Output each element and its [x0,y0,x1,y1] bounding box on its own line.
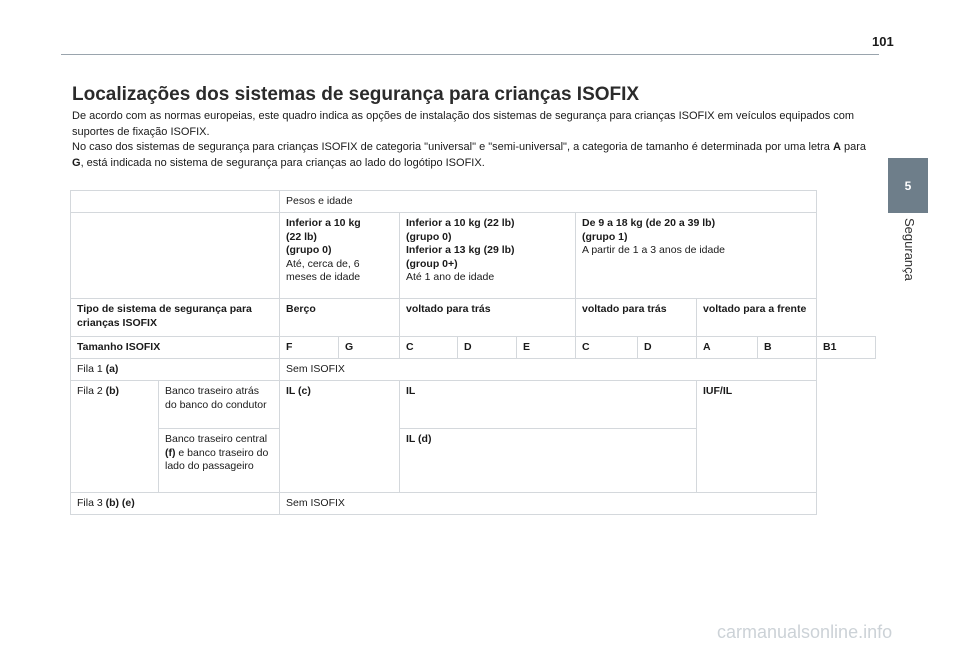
size-cell: B [758,337,817,359]
size-cell: D [458,337,517,359]
size-letter-g: G [72,156,81,169]
group-0plus-line: (grupo 0) [406,230,452,243]
size-cell: F [280,337,339,359]
group-1-line: (grupo 1) [582,230,628,243]
row-label-text: Fila 3 [77,497,106,509]
seat-text: e banco traseiro do lado do passageiro [165,446,269,472]
size-cell: A [697,337,758,359]
group-0-line: (22 lb) [286,230,317,243]
chapter-number: 5 [904,178,912,193]
chapter-label: Segurança [902,218,917,281]
type-cell: voltado para a frente [697,299,817,337]
intro-paragraph-2 [72,140,872,171]
type-cell: voltado para trás [400,299,576,337]
empty-cell [71,213,280,299]
row-2-il-c: IL (c) [280,381,400,493]
group-0plus-line: Inferior a 10 kg (22 lb) [406,217,515,229]
row-2-il: IL [400,381,697,429]
chapter-label-container [903,218,919,308]
weights-header: Pesos e idade [280,191,817,213]
row-label-text: Fila 2 [77,385,106,397]
group-0plus-line: Inferior a 13 kg (29 lb) [406,244,515,256]
group-1-line: A partir de 1 a 3 anos de idade [582,244,726,256]
size-cell: G [339,337,400,359]
group-0-line: meses de idade [286,271,361,283]
seat-text: Banco traseiro central [165,433,268,445]
isofix-table [70,190,876,515]
row-ref: (b) [105,385,120,397]
intro-text-segment: , está indicada no sistema de segurança para crianças ao lado do logótipo ISOFIX. [80,156,485,169]
row-3-label [71,493,280,515]
page-number: 101 [872,34,894,49]
chapter-tab [888,158,928,213]
type-cell: voltado para trás [576,299,697,337]
group-0-line: Inferior a 10 kg [286,217,361,229]
group-0-line: (grupo 0) [286,244,332,256]
row-ref: (b) (e) [105,497,135,509]
size-label: Tamanho ISOFIX [71,337,280,359]
row-3-value: Sem ISOFIX [280,493,817,515]
size-cell: C [400,337,458,359]
row-1-value: Sem ISOFIX [280,359,817,381]
group-1-cell [576,213,817,299]
size-cell: B1 [817,337,876,359]
intro-paragraph-1: De acordo com as normas europeias, este quadro indica as opções de instalação dos sistemas de segurança para crianças ISOFIX em veículos equipados com suportes de fixação ISOFIX. [72,110,855,138]
group-0plus-line: Até 1 ano de idade [406,271,495,283]
empty-cell [71,191,280,213]
watermark: carmanualsonline.info [717,622,893,642]
intro-text [72,109,872,171]
row-2-label [71,381,159,493]
page-title: Localizações dos sistemas de segurança para crianças ISOFIX [72,84,640,105]
size-cell: D [638,337,697,359]
group-0plus-cell [400,213,576,299]
group-0plus-line: (group 0+) [406,257,458,270]
row-label-text: Fila 1 [77,363,106,375]
row-2-seat-driver-side: Banco traseiro atrás do banco do condutor [159,381,280,429]
row-2-il-d: IL (d) [400,429,697,493]
row-2-iuf-il: IUF/IL [697,381,817,493]
group-1-line: De 9 a 18 kg (de 20 a 39 lb) [582,217,716,229]
size-cell: E [517,337,576,359]
row-1-label [71,359,280,381]
group-0-line: Até, cerca de, 6 [286,257,360,270]
intro-text-segment: No caso dos sistemas de segurança para crianças ISOFIX de categoria "universal" e "semi-universal", a categoria de tamanho é determinada por uma letra [72,141,833,153]
intro-text-segment: para [840,141,866,153]
group-0-cell [280,213,400,299]
size-letter-a: A [832,141,841,153]
row-ref: (a) [105,363,119,375]
type-cell: Berço [280,299,400,337]
type-label: Tipo de sistema de segurança para crianças ISOFIX [71,299,280,337]
row-2-seat-center [159,429,280,493]
size-cell: C [576,337,638,359]
seat-ref: (f) [165,446,176,459]
header-divider [61,54,879,55]
